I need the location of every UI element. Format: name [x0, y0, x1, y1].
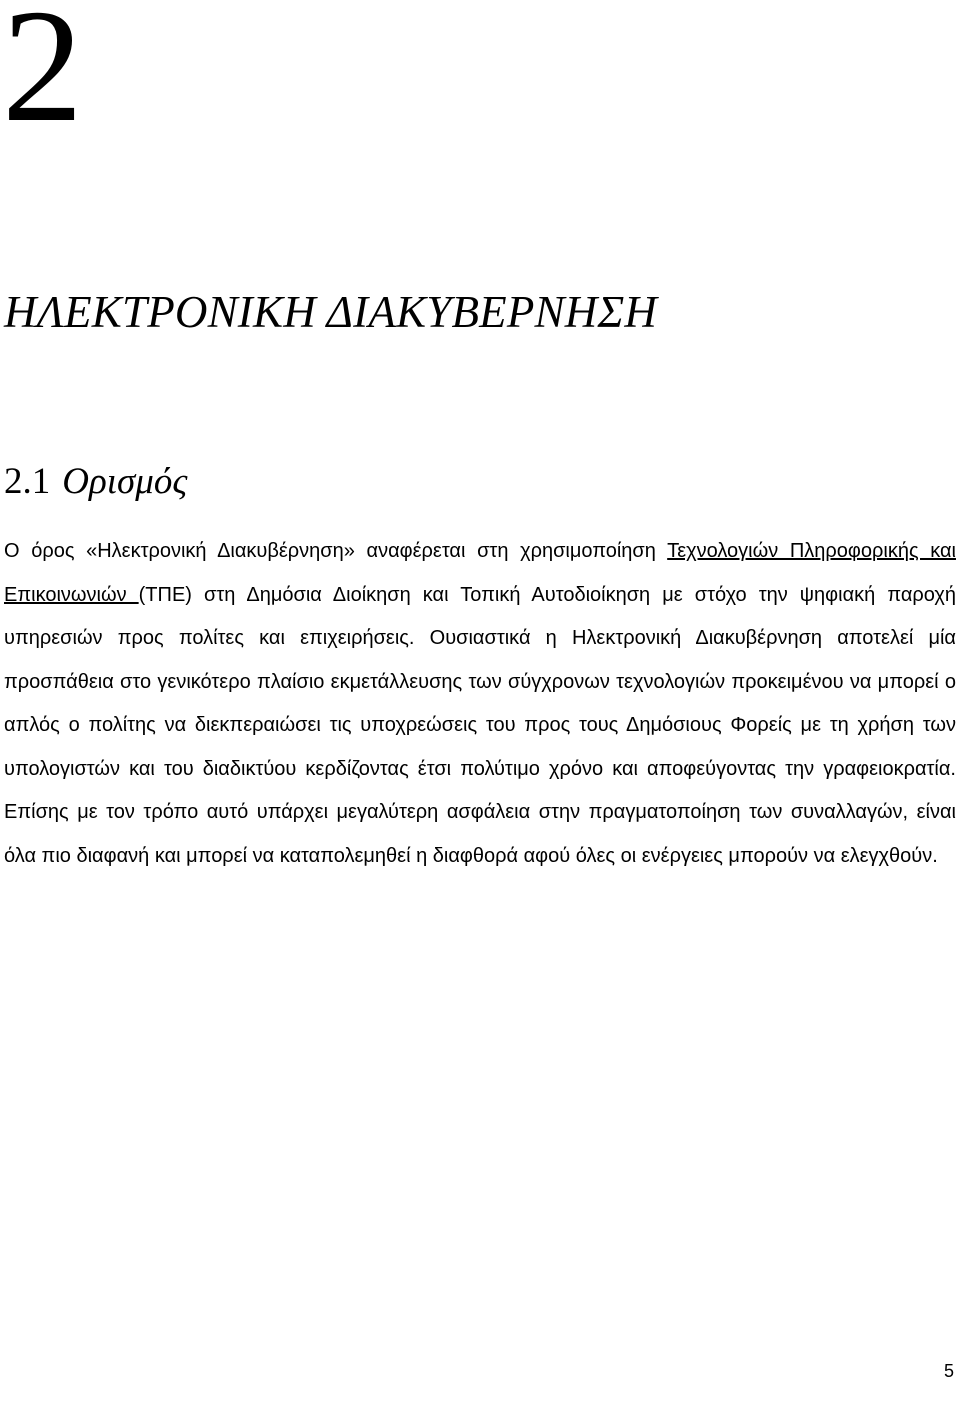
page-number: 5 — [943, 1361, 954, 1381]
chapter-number: 2 — [2, 0, 83, 156]
section-title: Ορισμός — [62, 461, 188, 502]
body-paragraph — [4, 530, 956, 878]
paragraph-text-part1: Ο όρος «Ηλεκτρονική Διακυβέρνηση» αναφέρεται στη χρησιμοποίηση — [4, 540, 668, 562]
paragraph-text-part2: (ΤΠΕ) στη Δημόσια Διοίκηση και Τοπική Αυτοδιοίκηση με στόχο την ψηφιακή παροχή υπηρεσιών προς πολίτες και επιχειρήσεις. Ουσιαστικά η Ηλεκτρονική Διακυβέρνηση αποτελεί μία προσπάθεια στο γενικότερο πλαίσιο εκμετάλλευσης των σύγχρονων τεχνολογιών προκειμένου να μπορεί ο απλός ο πολίτης να διεκπεραιώσει τις υποχρεώσεις του προς τους Δημόσιους Φορείς με τη χρήση των υπολογιστών και του διαδικτύου κερδίζοντας έτσι πολύτιμο χρόνο και αποφεύγοντας την γραφειοκρατία. Επίσης με τον τρόπο αυτό υπάρχει μεγαλύτερη ασφάλεια στην πραγματοποίηση των συναλλαγών, είναι όλα πιο διαφανή και μπορεί να καταπολεμηθεί η διαφθορά αφού όλες οι ενέργειες μπορούν να ελεγχθούν. — [4, 583, 956, 867]
section-heading — [4, 462, 187, 503]
chapter-title: ΗΛΕΚΤΡΟΝΙΚΗ ΔΙΑΚΥΒΕΡΝΗΣΗ — [4, 287, 658, 337]
underlined-term: Τεχνολογιών Πληροφορικής και Επικοινωνιών — [4, 540, 956, 606]
section-number: 2.1 — [4, 461, 51, 502]
